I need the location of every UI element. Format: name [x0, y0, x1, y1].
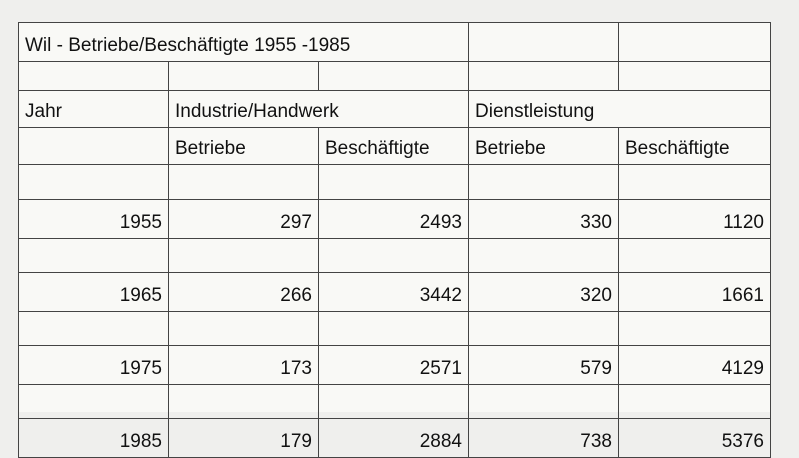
group-header-industrie: Industrie/Handwerk — [169, 91, 469, 128]
group-header-dienstleistung: Dienstleistung — [469, 91, 771, 128]
empty-cell — [169, 62, 319, 91]
data-cell: 179 — [169, 419, 319, 458]
data-cell: 2884 — [319, 419, 469, 458]
empty-cell — [469, 165, 619, 200]
empty-cell — [169, 312, 319, 346]
empty-cell — [469, 62, 619, 91]
data-cell: 266 — [169, 273, 319, 312]
empty-cell — [19, 128, 169, 165]
subheader-cell: Betriebe — [169, 128, 319, 165]
year-cell: 1955 — [19, 200, 169, 239]
data-cell: 738 — [469, 419, 619, 458]
empty-cell — [469, 23, 619, 62]
empty-cell — [19, 165, 169, 200]
subheader-cell: Beschäftigte — [619, 128, 771, 165]
data-cell: 2493 — [319, 200, 469, 239]
empty-cell — [469, 239, 619, 273]
empty-cell — [169, 385, 319, 419]
table-row — [19, 200, 771, 239]
empty-cell — [619, 165, 771, 200]
row-header-jahr: Jahr — [19, 91, 169, 128]
subheader-cell: Beschäftigte — [319, 128, 469, 165]
year-cell: 1965 — [19, 273, 169, 312]
empty-cell — [169, 165, 319, 200]
data-cell: 3442 — [319, 273, 469, 312]
table-row — [19, 273, 771, 312]
empty-cell — [469, 385, 619, 419]
spreadsheet-table — [18, 22, 770, 452]
empty-cell — [319, 239, 469, 273]
data-cell: 1661 — [619, 273, 771, 312]
empty-cell — [319, 312, 469, 346]
empty-cell — [169, 239, 319, 273]
data-cell: 320 — [469, 273, 619, 312]
empty-cell — [619, 312, 771, 346]
data-cell: 297 — [169, 200, 319, 239]
empty-cell — [619, 23, 771, 62]
year-cell: 1985 — [19, 419, 169, 458]
data-cell: 1120 — [619, 200, 771, 239]
table-row — [19, 346, 771, 385]
table-row — [19, 419, 771, 458]
data-cell: 2571 — [319, 346, 469, 385]
empty-cell — [19, 312, 169, 346]
empty-cell — [19, 385, 169, 419]
empty-cell — [19, 239, 169, 273]
empty-cell — [619, 239, 771, 273]
empty-cell — [19, 62, 169, 91]
empty-cell — [619, 385, 771, 419]
table-title: Wil - Betriebe/Beschäftigte 1955 -1985 — [19, 23, 469, 62]
empty-cell — [469, 312, 619, 346]
data-cell: 4129 — [619, 346, 771, 385]
data-cell: 5376 — [619, 419, 771, 458]
data-cell: 579 — [469, 346, 619, 385]
empty-cell — [319, 165, 469, 200]
data-cell: 330 — [469, 200, 619, 239]
data-cell: 173 — [169, 346, 319, 385]
empty-cell — [619, 62, 771, 91]
data-table — [18, 22, 771, 458]
subheader-cell: Betriebe — [469, 128, 619, 165]
year-cell: 1975 — [19, 346, 169, 385]
empty-cell — [319, 385, 469, 419]
empty-cell — [319, 62, 469, 91]
